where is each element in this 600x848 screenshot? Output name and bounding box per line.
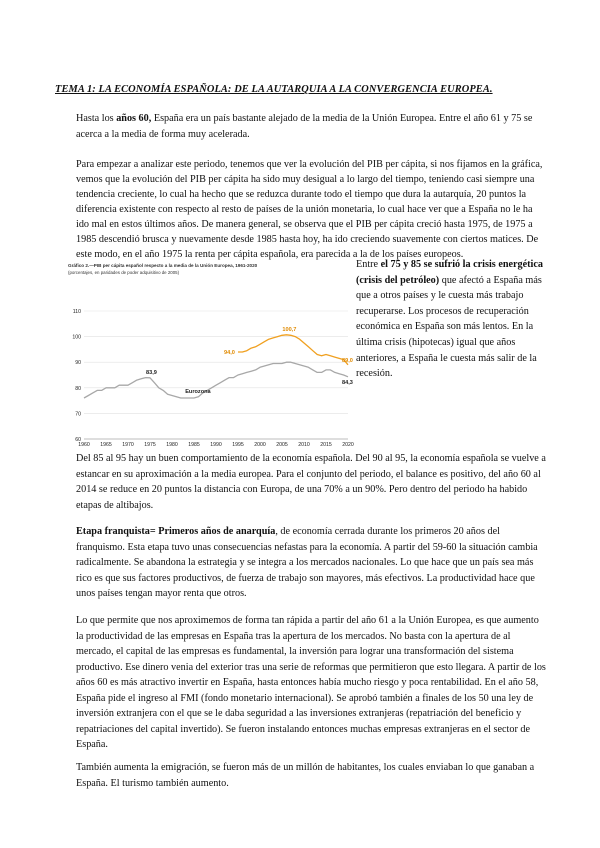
pib-chart-svg <box>66 259 354 451</box>
paragraph-intro <box>76 111 548 142</box>
chart-title: Gráfico 2.—PIB per cápita español respecto a la media de la Unión Europea, 1961-2020 <box>68 263 258 268</box>
x-tick-label: 1995 <box>232 442 244 448</box>
data-label: 84,3 <box>342 379 353 386</box>
data-label: Eurozona <box>185 388 211 395</box>
x-axis <box>78 439 354 448</box>
x-tick-label: 1975 <box>144 442 156 448</box>
intro-text-end: España era un país bastante alejado de la media de la Unión Europea. Entre el año 61 y 75 se acerca a la media de forma muy acelerada. <box>76 113 533 140</box>
x-tick-label: 1980 <box>166 442 178 448</box>
y-tick-label: 100 <box>72 334 81 341</box>
y-tick-label: 60 <box>75 437 81 443</box>
paragraph-crisis <box>356 257 552 382</box>
y-tick-label: 110 <box>72 309 81 315</box>
chart-subtitle: (porcentajes, en paridades de poder adquisitivo de 2005) <box>68 270 180 275</box>
paragraph-pib-analysis: Para empezar a analizar este periodo, tenemos que ver la evolución del PIB per cápita, si nos fijamos en la gráfica, vemos que la evolución del PIB per cápita ha sido muy desigual a lo largo del tiempo, teniendo casi siempre una tendencia creciente, lo cual ha hecho que se reduzca durante todo el tiempo que dura la autarquía, 20 puntos la diferencia existente con respecto al resto de países de la unión monetaria, lo cual hace ver que a España no le ha ido mal en estos últimos años. De manera general, se observa que el PIB per cápita creció hasta 1975, de 1975 a 1985 descendió brusca y nuevamente desde 1985 hasta hoy, ha ido creciendo suavemente con ciertos matices. De este modo, en el año 1975 la renta per cápita española, era parecida a la de los países europeos. <box>76 159 543 260</box>
data-label: 94,0 <box>224 349 235 356</box>
paragraph-85-95: Del 85 al 95 hay un buen comportamiento de la economía española. Del 90 al 95, la economía española se vuelve a estancar en su aproximación a la media europea. Para el conjunto del periodo, el balance es positivo, del año 60 al 2014 se reduce en 20 puntos la distancia con Europa, de una 70% a un 90%. Pero dentro del periodo ha habido etapas de altibajos. <box>76 453 546 511</box>
x-tick-label: 2005 <box>276 442 288 448</box>
series-layer <box>84 335 348 398</box>
paragraph-emigracion: También aumenta la emigración, se fueron más de un millón de habitantes, los cuales enviaban lo que ganaban a España. El turismo también aumento. <box>76 762 535 789</box>
pib-chart <box>66 259 354 451</box>
paragraph-franquista <box>76 524 548 602</box>
x-tick-label: 2015 <box>320 442 332 448</box>
y-tick-label: 80 <box>75 385 81 392</box>
y-tick-label: 90 <box>75 360 81 367</box>
page-title: TEMA 1: LA ECONOMÍA ESPAÑOLA: DE LA AUTARQUIA A LA CONVERGENCIA EUROPEA. <box>55 84 493 95</box>
intro-bold: años 60, <box>116 113 152 124</box>
data-label: 100,7 <box>282 326 297 333</box>
x-tick-label: 2020 <box>342 442 354 448</box>
series-line-eurozona <box>84 362 348 398</box>
intro-text-start: Hasta los <box>76 113 117 124</box>
crisis-bold: el 75 y 85 se sufrió la crisis energética (crisis del petróleo) <box>356 259 544 286</box>
paragraph-productividad: Lo que permite que nos aproximemos de forma tan rápida a partir del año 61 a la Unión Europea, es que aumento la productividad de las empresas en España tras la apertura de los mercados. No basta con la apertura de al mercado, el capital de las empresas es fundamental, la inversión para lograr una transformación del sistema productivo. Ese dinero venia del exterior tras una serie de reformas que permitieron que esto llegara. A partir de los años 60 es más atractivo invertir en España, hasta entonces había mucho riesgo y poca rentabilidad. En el año 58, España pide el ingreso al FMI (fondo monetario internacional). Se aprobó también a finales de los 50 una ley de inversión extranjera con el que se le daba seguridad a las inversiones extranjeras (repatriación del beneficio y repatriaciones del capital invertido). Se fueron instalando entonces muchas empresas extranjeras en el sector de España. <box>76 615 546 750</box>
x-tick-label: 2010 <box>298 442 310 448</box>
data-label: 89,0 <box>342 357 353 364</box>
x-tick-label: 1985 <box>188 442 200 448</box>
franquista-text: , de economía cerrada durante los primeros 20 años del franquismo. Esta etapa tuvo unas consecuencias nefastas para la economía. A partir del 59-60 la situación cambia radicalmente. Se abandona la estrategia y se integra a los mercados nacionales. Lo que hace que un país sea más rico es que sus factores productivos, de fuerza de trabajo son mayores, más efectivos. La productividad hace que unos países tengan mayor renta que otros. <box>76 526 538 599</box>
annotation-layer <box>146 327 353 395</box>
x-tick-label: 1990 <box>210 442 222 448</box>
series-line-orange <box>238 335 348 365</box>
y-tick-label: 70 <box>75 411 81 418</box>
y-axis <box>72 309 348 443</box>
franquista-bold: Etapa franquista= Primeros años de anarquía <box>76 526 276 537</box>
data-label: 83,9 <box>146 369 157 376</box>
x-tick-label: 2000 <box>254 442 266 448</box>
crisis-text-start: Entre <box>356 259 381 270</box>
crisis-text-end: que afectó a España más que a otros países y le cuesta más trabajo recuperarse. Los procesos de recuperación económica en España son más lentos. En la última crisis (hipotecas) igual que años anteriores, a España le cuesta más salir de la recesión. <box>356 274 542 380</box>
x-tick-label: 1965 <box>100 442 112 448</box>
x-tick-label: 1970 <box>122 442 134 448</box>
x-tick-label: 1960 <box>78 442 90 448</box>
